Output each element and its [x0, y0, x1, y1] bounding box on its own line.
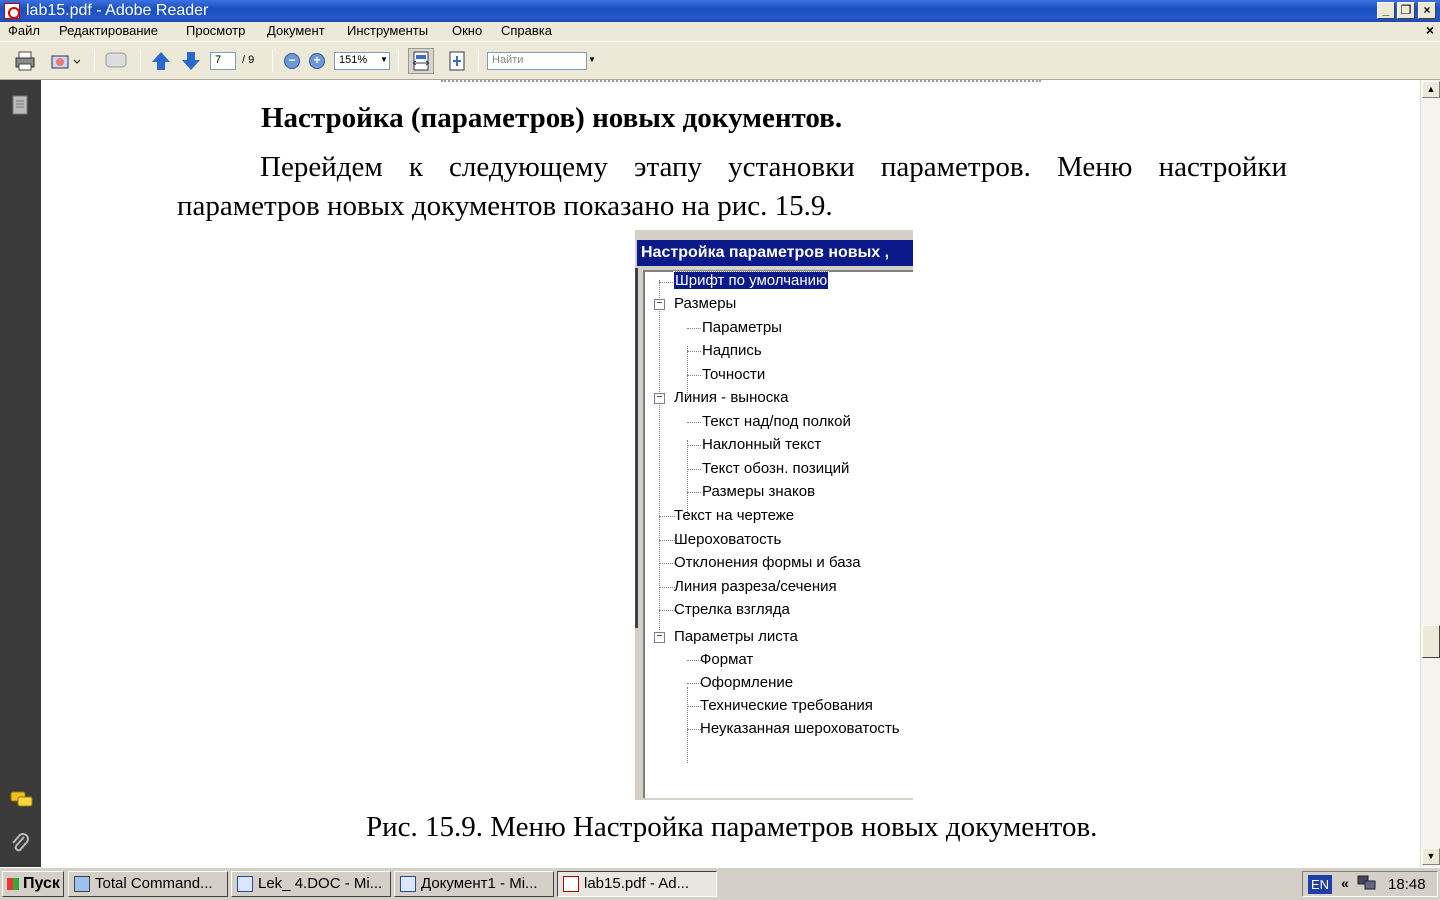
- task-label: Total Command...: [95, 875, 213, 892]
- fit-page-icon[interactable]: [446, 50, 468, 72]
- tree-item-leader: Линия - выноска: [674, 389, 789, 406]
- close-button[interactable]: ×: [1418, 2, 1436, 19]
- menu-bar: [0, 22, 1440, 41]
- tree-item-leader-slanted: Наклонный текст: [702, 436, 822, 453]
- tree-item-sizes: Размеры: [674, 295, 737, 312]
- tree-item-form-deviation: Отклонения формы и база: [674, 554, 861, 571]
- menu-document[interactable]: Документ: [267, 23, 325, 38]
- tree-item-sheet-tech-req: Технические требования: [700, 697, 873, 714]
- taskbar: [0, 867, 1440, 900]
- print-icon[interactable]: [14, 50, 36, 72]
- toolbar: [0, 41, 1440, 80]
- scroll-up-button[interactable]: ▲: [1422, 81, 1440, 98]
- word-doc-icon: [237, 876, 253, 892]
- scroll-thumb[interactable]: [1422, 625, 1440, 658]
- tree-item-leader-positions: Текст обозн. позиций: [702, 460, 850, 477]
- collapse-icon: −: [654, 632, 665, 643]
- zoom-out-glyph: −: [284, 53, 300, 69]
- task-label: Документ1 - Mi...: [421, 875, 538, 892]
- task-word-document1[interactable]: [394, 871, 554, 897]
- zoom-dropdown-icon[interactable]: ▼: [380, 55, 388, 64]
- tree-item-roughness: Шероховатость: [674, 531, 782, 548]
- scroll-down-button[interactable]: ▼: [1422, 848, 1440, 865]
- tree-item-view-arrow: Стрелка взгляда: [674, 601, 790, 618]
- tree-item-default-font: Шрифт по умолчанию: [675, 272, 828, 289]
- page-total-label: / 9: [242, 54, 255, 66]
- paragraph-line-1: Перейдем к следующему этапу установки параметров. Меню настройки: [260, 151, 1287, 183]
- previous-page-icon[interactable]: [150, 50, 172, 72]
- section-heading: Настройка (параметров) новых документов.: [261, 102, 843, 134]
- task-total-commander[interactable]: [68, 871, 228, 897]
- fit-width-icon[interactable]: [408, 48, 434, 74]
- network-icon[interactable]: [1357, 874, 1377, 892]
- zoom-in-icon[interactable]: [306, 50, 328, 72]
- paragraph-line-2: параметров новых документов показано на рис. 15.9.: [177, 190, 833, 222]
- tree-item-sizes-label: Надпись: [702, 342, 762, 359]
- collapse-icon: −: [654, 393, 665, 404]
- title-bar: [0, 0, 1440, 22]
- menu-view[interactable]: Просмотр: [186, 23, 246, 38]
- menu-edit[interactable]: Редактирование: [59, 23, 159, 38]
- tree-item-section-line: Линия разреза/сечения: [674, 578, 837, 595]
- close-document-button[interactable]: ×: [1425, 22, 1434, 38]
- window-title: lab15.pdf - Adobe Reader: [26, 2, 209, 19]
- collapse-icon: −: [654, 299, 665, 310]
- restore-button[interactable]: ❐: [1397, 2, 1415, 19]
- tree-item-sizes-precision: Точности: [702, 366, 766, 383]
- tree-item-leader-sign-sizes: Размеры знаков: [702, 483, 816, 500]
- comment-icon[interactable]: [104, 50, 126, 72]
- settings-tree: [643, 270, 913, 798]
- figure-dialog-image: [635, 230, 913, 800]
- task-label: lab15.pdf - Ad...: [584, 875, 690, 892]
- menu-tools[interactable]: Инструменты: [347, 23, 429, 38]
- navigation-pane: [0, 80, 41, 867]
- task-word-lek4[interactable]: [231, 871, 391, 897]
- task-adobe-reader[interactable]: [557, 871, 717, 897]
- clock: 18:48: [1388, 876, 1426, 893]
- zoom-level-select[interactable]: 151%: [334, 52, 390, 70]
- tree-item-drawing-text: Текст на чертеже: [674, 507, 795, 524]
- total-commander-icon: [74, 876, 90, 892]
- comments-panel-icon[interactable]: [10, 790, 30, 810]
- document-view[interactable]: [41, 80, 1420, 867]
- menu-help[interactable]: Справка: [501, 23, 552, 38]
- pdf-icon: [563, 876, 579, 892]
- pages-panel-icon[interactable]: [10, 94, 30, 114]
- search-input[interactable]: Найти: [487, 52, 587, 70]
- tree-item-sheet-roughness: Неуказанная шероховатость: [700, 720, 900, 737]
- tree-item-sheet-design: Оформление: [700, 674, 794, 691]
- menu-window[interactable]: Окно: [452, 23, 483, 38]
- attachments-panel-icon[interactable]: [10, 832, 30, 852]
- email-document-icon[interactable]: [50, 50, 72, 72]
- page-number-input[interactable]: 7: [210, 52, 236, 70]
- vertical-scrollbar[interactable]: [1420, 80, 1440, 867]
- tree-item-sizes-params: Параметры: [702, 319, 782, 336]
- zoom-out-icon[interactable]: [281, 50, 303, 72]
- figure-caption: Рис. 15.9. Меню Настройка параметров новых документов.: [366, 811, 1098, 843]
- pdf-app-icon[interactable]: [4, 3, 20, 19]
- menu-file[interactable]: Файл: [8, 23, 40, 38]
- tree-item-leader-text-shelf: Текст над/под полкой: [702, 413, 851, 430]
- language-indicator[interactable]: EN: [1308, 875, 1332, 894]
- next-page-icon[interactable]: [180, 50, 202, 72]
- task-label: Lek_ 4.DOC - Mi...: [258, 875, 383, 892]
- figure-dialog-title: Настройка параметров новых ,: [635, 238, 913, 266]
- minimize-button[interactable]: _: [1377, 2, 1395, 19]
- zoom-in-glyph: +: [309, 53, 325, 69]
- word-doc-icon: [400, 876, 416, 892]
- tree-item-sheet-params: Параметры листа: [674, 628, 798, 645]
- start-button[interactable]: Пуск: [2, 871, 64, 897]
- search-dropdown-icon[interactable]: ▼: [588, 55, 596, 64]
- tree-item-sheet-format: Формат: [700, 651, 754, 668]
- tray-expand-icon[interactable]: «: [1341, 875, 1349, 891]
